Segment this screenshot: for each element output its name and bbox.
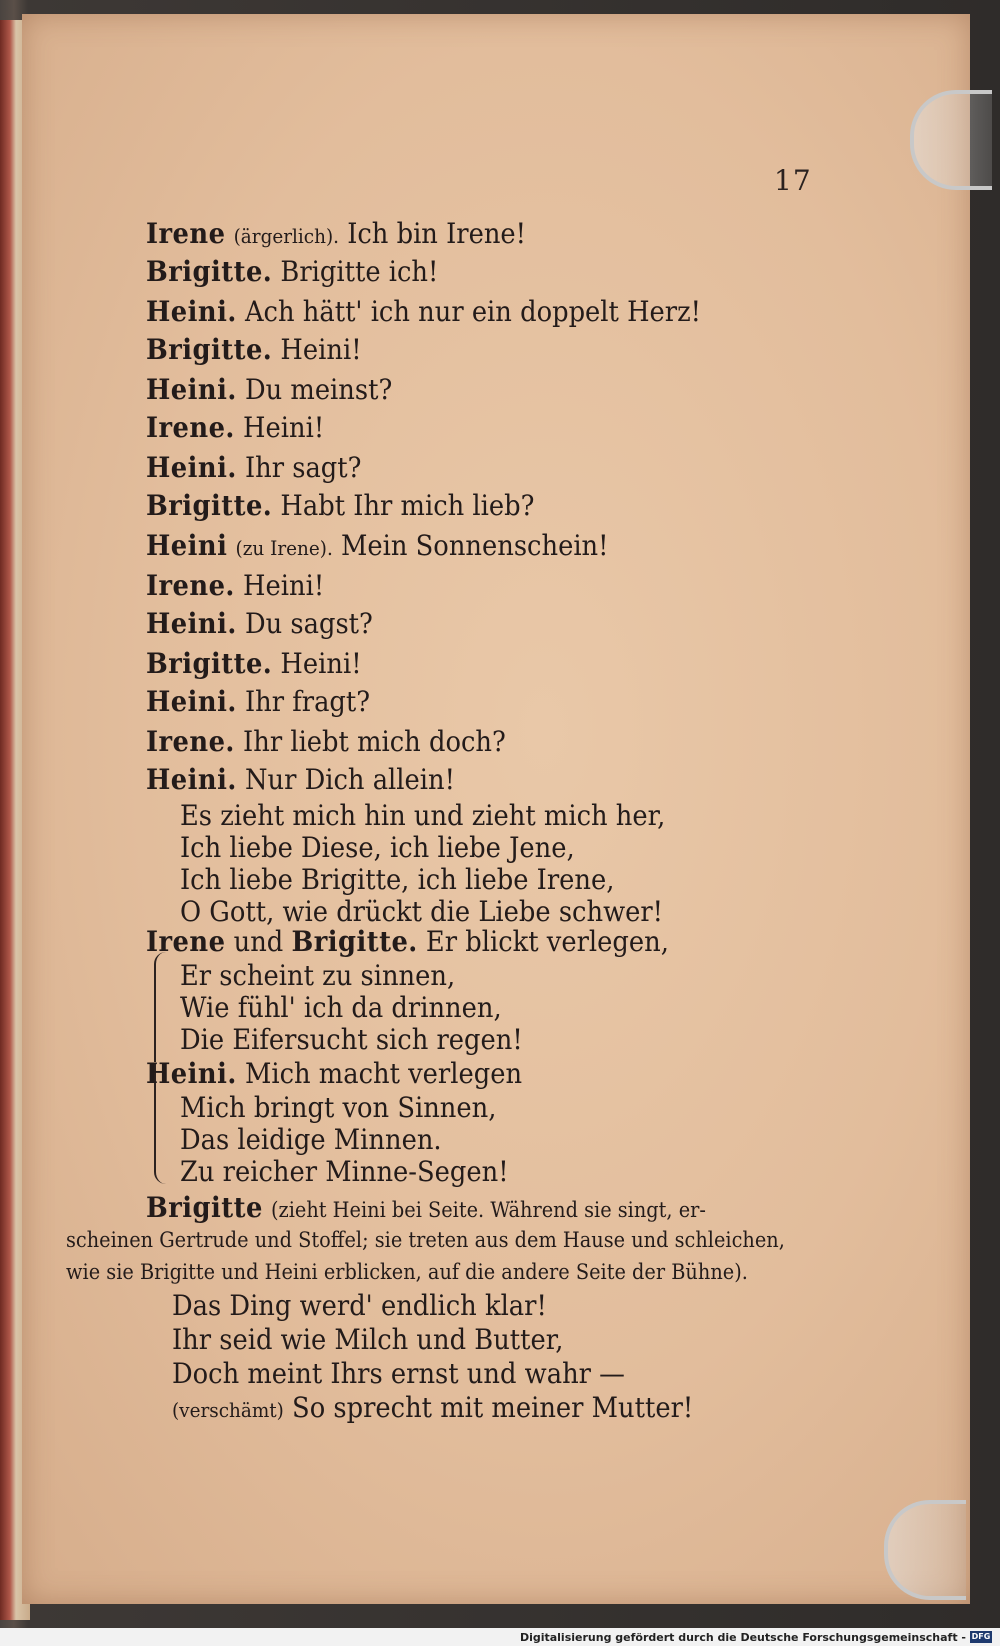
speaker-name: Brigitte.	[291, 925, 418, 958]
duet-line	[146, 1057, 523, 1090]
line-text: Heini!	[243, 411, 325, 444]
stage-direction-block	[146, 1191, 706, 1224]
speaker-name: Heini.	[146, 451, 237, 484]
verse-line: Wie fühl' ich da drinnen,	[180, 991, 502, 1024]
speaker-name: Heini.	[146, 373, 237, 406]
verse-line: Ihr seid wie Milch und Butter,	[172, 1323, 564, 1356]
line-text: Heini!	[280, 333, 362, 366]
dialogue-line	[146, 489, 535, 522]
verse-line: Zu reicher Minne-Segen!	[180, 1155, 509, 1188]
duet-bracket-top	[154, 952, 166, 1062]
speaker-name: Heini.	[146, 1057, 237, 1090]
verse-line: Das leidige Minnen.	[180, 1123, 442, 1156]
verse-line: Ich liebe Diese, ich liebe Jene,	[180, 831, 575, 864]
stage-direction: (zieht Heini bei Seite. Während sie singt, er-	[270, 1198, 706, 1222]
line-text: Brigitte ich!	[280, 255, 439, 288]
dialogue-line	[146, 217, 527, 250]
dialogue-line	[146, 725, 506, 758]
line-text: Ihr sagt?	[244, 451, 362, 484]
stage-direction: (ärgerlich).	[233, 224, 339, 248]
dialogue-line	[146, 763, 455, 796]
speaker-name: Brigitte.	[146, 333, 273, 366]
line-text: Du sagst?	[244, 607, 373, 640]
line-text: Ihr fragt?	[244, 685, 371, 718]
verse-line	[172, 1391, 694, 1424]
dialogue-line	[146, 451, 362, 484]
speaker-name: Heini.	[146, 685, 237, 718]
speaker-name: Brigitte.	[146, 647, 273, 680]
speaker-name: Heini.	[146, 607, 237, 640]
speaker-name: Brigitte.	[146, 489, 273, 522]
stage-direction: wie sie Brigitte und Heini erblicken, auf die andere Seite der Bühne).	[66, 1260, 748, 1284]
book-page	[22, 14, 970, 1604]
line-text: Nur Dich allein!	[244, 763, 455, 796]
line-text: Habt Ihr mich lieb?	[280, 489, 535, 522]
line-text: Ihr liebt mich doch?	[243, 725, 506, 758]
speaker-name: Irene.	[146, 569, 235, 602]
stage-direction: (zu Irene).	[235, 536, 333, 560]
verse-line: Ich liebe Brigitte, ich liebe Irene,	[180, 863, 615, 896]
dialogue-line	[146, 569, 325, 602]
duet-line	[146, 925, 669, 958]
dialogue-line	[146, 295, 702, 328]
line-text: Heini!	[280, 647, 362, 680]
speaker-name: Heini	[146, 529, 228, 562]
page-clip	[884, 1500, 966, 1600]
funding-credit: Digitalisierung gefördert durch die Deutsche Forschungsgemeinschaft -	[519, 1631, 966, 1644]
speaker-name: Irene	[146, 925, 226, 958]
verse-line: O Gott, wie drückt die Liebe schwer!	[180, 895, 664, 928]
line-text: Ich bin Irene!	[347, 217, 527, 250]
verse-line: Mich bringt von Sinnen,	[180, 1091, 497, 1124]
line-text: So sprecht mit meiner Mutter!	[292, 1391, 694, 1424]
line-text: Heini!	[243, 569, 325, 602]
line-text: Mein Sonnenschein!	[341, 529, 609, 562]
dialogue-line	[146, 411, 325, 444]
speaker-name: Brigitte	[146, 1191, 263, 1224]
dialogue-line	[146, 685, 371, 718]
speaker-name: Irene.	[146, 411, 235, 444]
line-text: Er blickt verlegen,	[425, 925, 669, 958]
speaker-name: Irene	[146, 217, 226, 250]
page-number: 17	[774, 164, 812, 197]
verse-line: Er scheint zu sinnen,	[180, 959, 456, 992]
dialogue-line	[146, 333, 362, 366]
verse-line: Doch meint Ihrs ernst und wahr —	[172, 1357, 625, 1390]
stage-direction: (verschämt)	[172, 1398, 284, 1422]
speaker-name: Heini.	[146, 295, 237, 328]
dialogue-line	[146, 529, 609, 562]
dialogue-line	[146, 607, 373, 640]
page-clip	[910, 90, 992, 190]
stage-direction: scheinen Gertrude und Stoffel; sie treten aus dem Hause und schleichen,	[66, 1228, 785, 1252]
line-text: Ach hätt' ich nur ein doppelt Herz!	[244, 295, 702, 328]
dialogue-line	[146, 647, 362, 680]
speaker-name: Irene.	[146, 725, 235, 758]
speaker-name: Heini.	[146, 763, 237, 796]
dfg-logo: DFG	[971, 1632, 991, 1641]
speaker-name: Brigitte.	[146, 255, 273, 288]
dialogue-line	[146, 255, 439, 288]
verse-line: Die Eifersucht sich regen!	[180, 1023, 523, 1056]
line-text: Du meinst?	[244, 373, 393, 406]
footer-bar	[0, 1628, 1000, 1646]
conjunction: und	[233, 925, 284, 958]
line-text: Mich macht verlegen	[244, 1057, 523, 1090]
verse-line: Das Ding werd' endlich klar!	[172, 1289, 547, 1322]
dialogue-line	[146, 373, 393, 406]
verse-line: Es zieht mich hin und zieht mich her,	[180, 799, 666, 832]
